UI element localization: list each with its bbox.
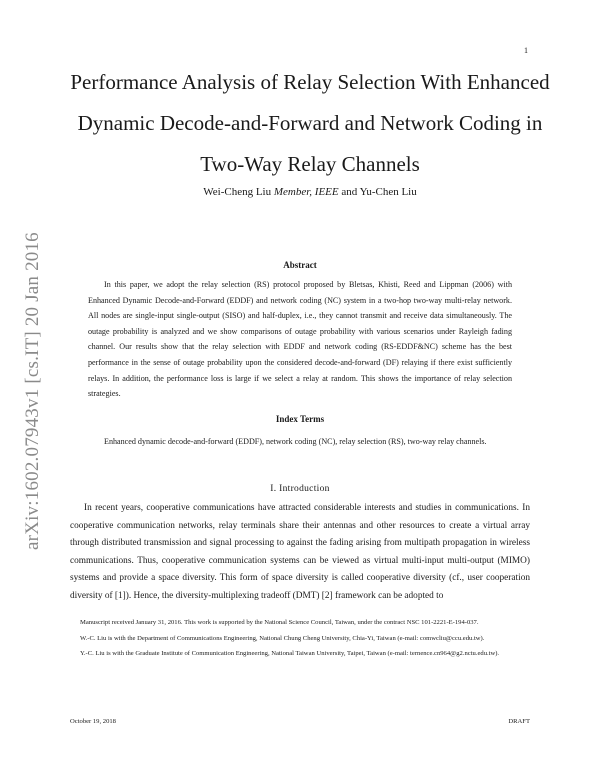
footnote-author-1: W.-C. Liu is with the Department of Communications Engineering, National Chung Cheng University, Chia-Yi, Taiwan (e-mail: comwcliu@ccu.edu.tw).	[80, 634, 485, 642]
index-terms-text: Enhanced dynamic decode-and-forward (EDDF), network coding (NC), relay selection (RS), two-way relay channels.	[104, 437, 487, 446]
footer-draft-label: DRAFT	[508, 718, 530, 725]
author-line	[60, 186, 560, 198]
page-number: 1	[524, 46, 528, 55]
abstract-heading: Abstract	[283, 260, 317, 270]
second-author: and Yu-Chen Liu	[338, 186, 417, 198]
footer-date: October 19, 2018	[70, 718, 116, 725]
footnote-author-2: Y.-C. Liu is with the Graduate Institute of Communication Engineering, National Taiwan University, Taipei, Taiwan (e-mail: ternence.cn964@g2.nctu.edu.tw).	[80, 650, 500, 658]
arxiv-identifier-stamp: arXiv:1602.07943v1 [cs.IT] 20 Jan 2016	[22, 232, 43, 550]
abstract-text: In this paper, we adopt the relay selection (RS) protocol proposed by Bletsas, Khisti, Reed and Lippman (2006) with Enhanced Dynamic Decode-and-Forward (EDDF) and network coding (NC) system in a two-hop two-way multi-relay network. All nodes are single-input single-output (SISO) and half-duplex, i.e., they cannot transmit and receive data simultaneously. The outage probability is analyzed and we show comparisons of outage probability with various scenarios under Rayleigh fading channel. Our results show that the relay selection with EDDF and network coding (RS-EDDF&NC) scheme has the best performance in the sense of outage probability upon the considered decode-and-forward (DF) relaying if there exist sufficiently relays. In addition, the performance loss is large if we select a relay at random. This shows the importance of relay selection strategies.	[88, 280, 512, 399]
introduction-heading: I. Introduction	[270, 484, 330, 494]
index-terms-heading: Index Terms	[275, 414, 325, 424]
paper-title: Performance Analysis of Relay Selection With Enhanced Dynamic Decode-and-Forward and Network Coding in Two-Way Relay Channels	[70, 70, 550, 176]
footnotes	[70, 618, 530, 665]
first-author-affiliation: Member, IEEE	[273, 186, 339, 198]
first-author: Wei-Cheng Liu	[203, 186, 274, 198]
footnote-manuscript: Manuscript received January 31, 2016. This work is supported by the National Science Council, Taiwan, under the contract NSC 101-2221-E-194-037.	[80, 619, 479, 626]
introduction-text: In recent years, cooperative communications have attracted considerable interests and studies in communications. In cooperative communication networks, relay terminals share their antennas and other resources to create a virtual array through distributed transmission and signal processing to against the fading arising from multipath propagation in wireless communications. Thus, cooperative communication systems can be viewed as virtual multi-input multi-output (MIMO) systems and provide a space diversity. This form of space diversity is called cooperative diversity (cf., user cooperation diversity of [1]). Hence, the diversity-multiplexing tradeoff (DMT) [2] framework can be adopted to	[70, 503, 530, 601]
